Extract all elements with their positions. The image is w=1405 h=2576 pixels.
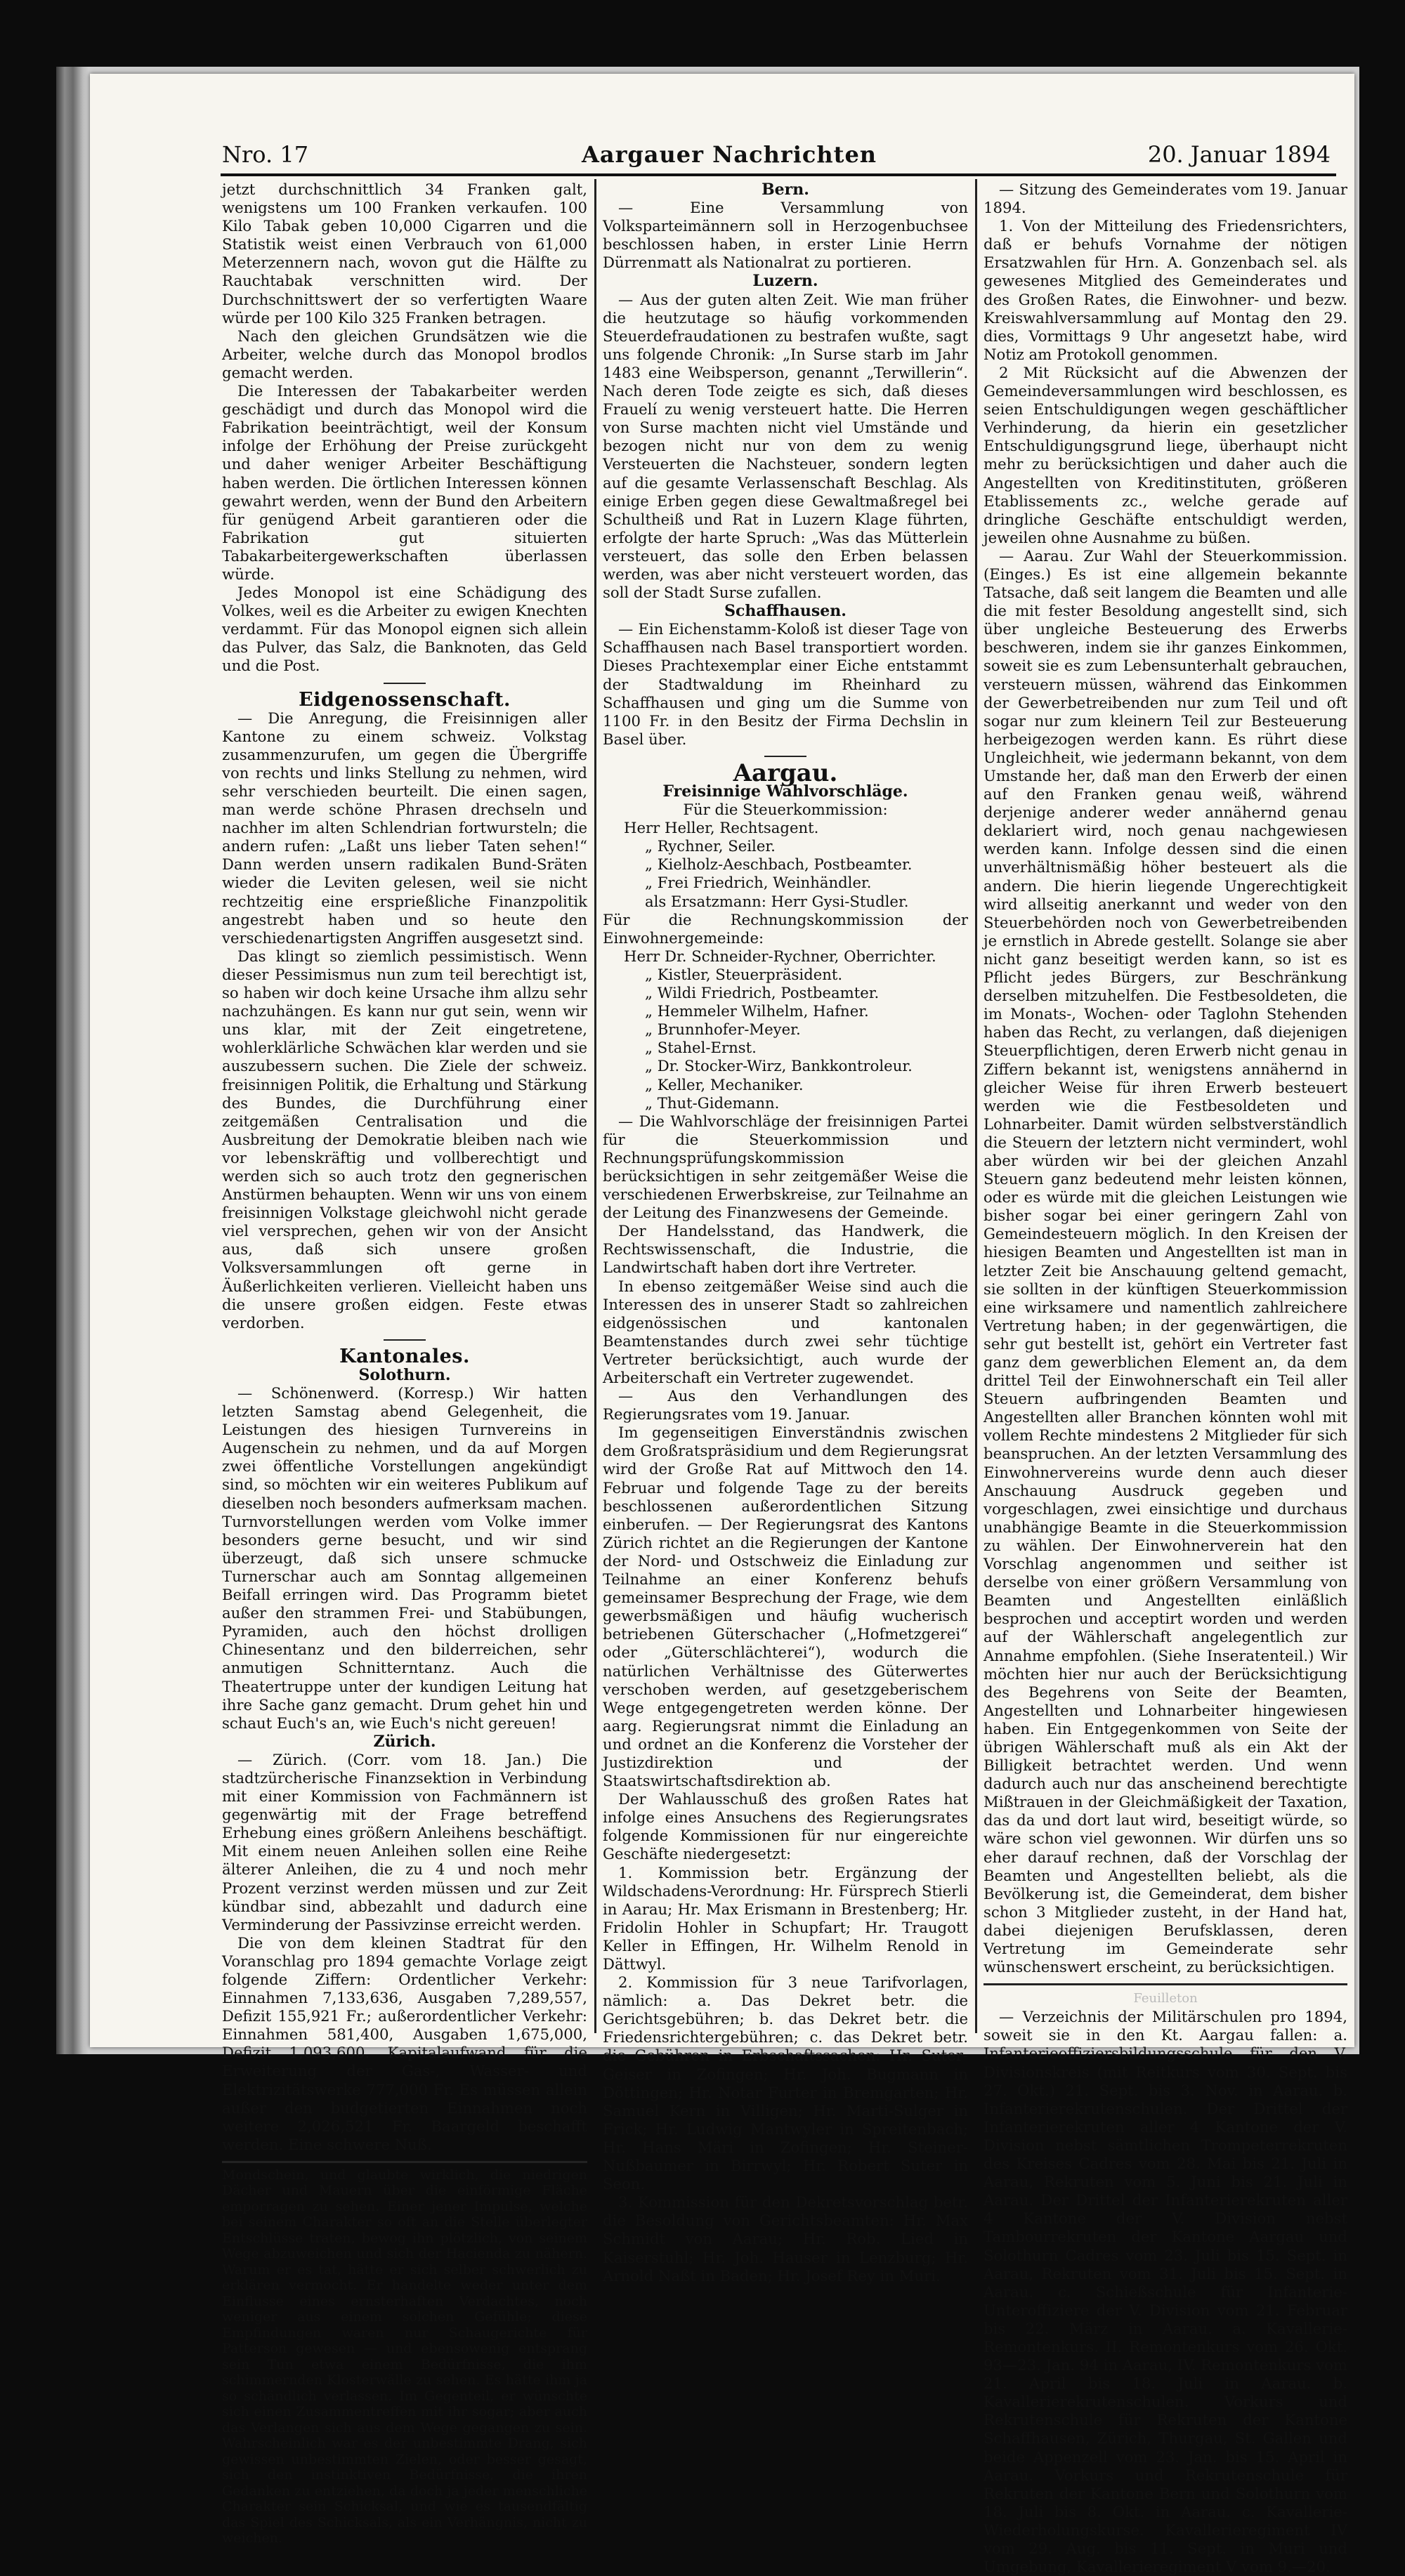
article-text: Jedes Monopol ist eine Schädigung des Volkes, weil es die Arbeiter zu ewigen Knechten verdammt. Für das Monopol eignen sich allein das Pulver, das Salz, die Banknoten, das Geld und die Post.: [222, 584, 587, 675]
separator: [764, 756, 806, 757]
article-text: jetzt durchschnittlich 34 Franken galt, wenigstens um 100 Franken verkaufen. 100 Kilo Tabak geben 10,000 Cigarren und die Statistik weist einen Verbrauch von 61,000 Meterzennern nach, wovon gut die Hälfte zu Rauchtabak verschnitten wird. Der Durchschnittswert der so verfertigten Waare würde per 100 Kilo 325 Franken betragen.: [222, 180, 587, 327]
article-text: — Die Wahlvorschläge der freisinnigen Partei für die Steuerkommission und Rechnungsprüfungskommission berücksichtigen in sehr zeitgemäßer Weise die verschiedenen Erwerbskreise, zur Teilnahme an der Leitung des Finanzwesens der Gemeinde.: [603, 1112, 968, 1222]
column-1: [222, 180, 587, 2547]
issue-number: Nro. 17: [222, 141, 309, 168]
list-item: „ Keller, Mechaniker.: [645, 1075, 804, 1093]
article-text: Der Handelsstand, das Handwerk, die Rechtswissenschaft, die Industrie, die Landwirtschaft haben dort ihre Vertreter.: [603, 1222, 968, 1277]
newspaper-page: [90, 74, 1354, 2576]
article-text: — Aus der guten alten Zeit. Wie man früher die heutzutage so häufig vorkommenden Steuerdefraudationen zu bestrafen wußte, sagt uns folgende Chronik: „In Surse starb im Jahr 1483 eine Weibsperson, genannt „Terwillerin“. Nach deren Tode zeigte es sich, daß dieses Frauelí zu wenig versteuert hatte. Die Herren von Surse machten nicht viel Umstände und bezogen nicht nur von dem zu wenig Versteuerten die Nachsteuer, sondern legten auf die gesamte Verlassenschaft Beschlag. Als einige Erben gegen diese Gewaltmaßregel bei Schultheiß und Rat in Luzern Klage führten, erfolgte der harte Spruch: „Was das Mütterlein versteuert, das solle den Erben belassen werden, was aber nicht versteuert worden, das soll der Stadt Surse zufallen.: [603, 290, 968, 602]
article-text: 2. Kommission für 3 neue Tarifvorlagen, nämlich: a. Das Dekret betr. die Gerichtsgebühren; b. das Dekret betr. die Friedensrichtergebühren; c. das Dekret betr. die Gebühren in Erbschaftssachen: Hr. Suter-Geiser in Zofingen; Hr. Joh. Bugmann in Döttingen; Hr. Notar Furter in Bremgarten; Hr. Samuel Kern in Villigen; Hr. Marti-Sulger in Frick; Hr. Ludwig Mantwyler in Spreitenbach; Hr. Hans Märi in Zofingen; Hr. Steiner-Nußbaumer in Birrwyl; Hr. Robert Suter in Seon.: [603, 1973, 968, 2193]
list-item: „ Thut-Gidemann.: [645, 1093, 780, 1112]
list-item: „ Wildi Friedrich, Postbeamter.: [645, 984, 880, 1002]
column-divider-2: [975, 179, 977, 2033]
article-text: 2 Mit Rücksicht auf die Abwenzen der Gemeindeversammlungen wird beschlossen, es seien Entschuldigungen wegen geschäftlicher Verhinderung, da hierin ein gesetzlicher Entschuldigungsgrund liege, überhaupt nicht mehr zu berücksichtigen und daher auch die Angestellten von Kreditinstituten, größeren Etablissements zc., welche gerade auf dringliche Geschäfte entschuldigt werden, jeweilen ohne Ausnahme zu büßen.: [984, 363, 1347, 546]
column-3: [984, 180, 1347, 2576]
list-item: „ Kielholz-Aeschbach, Postbeamter.: [645, 855, 913, 874]
bleed-through-word: Feuilleton: [1133, 1991, 1198, 2006]
separator: [384, 683, 426, 684]
article-text: — Verzeichnis der Militärschulen pro 1894, soweit sie in den Kt. Aargau fallen: a. Infanterieoffiziersbildungsschule für den V. Divisionskreis (mit Reitkurs vom 30. Sept. bis 27. Okt.) 21. Sept. bis 3. Nov. in Aarau. b. Infanterierekrutenschulen. Der Drittel der Infanterierekruten aller 4 Kantone der V. Division nebst sämtlichen Trompeterrekruten des Kreises Cadres vom 28. Mai bis 21. Juli in Aarau, Rekruten vom 5. Juni bis 21. Juli in Aarau. Der Drittel der Infanterierekruten aller 4 Kantone der V. Division nebst Tambourrekruten der Kantone Aargau und Solothurn Cadres vom 23. Juli bis 15. Sept. in Aarau, Rekruten vom 31. Juli bis 15. Sept. in Aarau. c. Schießschule für Infanterie-Unteroffiziere der V. Division vom 21. Februar bis 22. März in Aarau. a. Kavallerie-Remontenkurs. II. Remontenkurs vom 26. Okt. 93—23. Jan. 94 in Aarau, IV. Remontenkurs vom 21. April bis 18. Juli in Aarau. b. Kavallerierekrutenschulen. Vorkurs und Rekrutenschule für Rekruten der Kantone Schaffhausen, Zürich, Thurgau, St. Gallen und beide Appenzell vom 23. Jan. bis 15. April in Aarau. Vorkurs und Rekrutenschule für Rekruten der Kantone Bern und Solothurn vom 18. Juli bis 8. Okt. in Aarau. c. Kavallerie-Wiederholungskurse. Kavallerieregiment IV vom 29. Aug. bis 11. Sept. in Muri und Umgebung, Kavallerieregiment V vom 9.—20.: [984, 2008, 1347, 2576]
article-text: — Aus den Verhandlungen des Regierungsrates vom 19. Januar.: [603, 1387, 968, 1424]
list-item: „ Kistler, Steuerpräsident.: [645, 965, 843, 983]
list-heading: Für die Rechnungskommission der Einwohnergemeinde:: [603, 910, 968, 947]
separator-rule: [984, 1983, 1347, 1985]
section-heading-kantonales: Kantonales.: [339, 1345, 470, 1367]
article-text: — Zürich. (Corr. vom 18. Jan.) Die stadtzürcherische Finanzsektion in Verbindung mit einer Kommission von Fachmännern ist gegenwärtig mit der Frage betreffend Erhebung eines größern Anleihens beschäftigt. Mit einem neuen Anleihen sollen eine Reihe älterer Anleihen, die zu 4 und noch mehr Prozent verzinst werden müssen und zur Zeit kündbar sind, abbezahlt und dadurch eine Verminderung der Passivzinse erreicht werden.: [222, 1750, 587, 1933]
feuilleton-rule: [222, 2161, 587, 2163]
issue-date: 20. Januar 1894: [1147, 141, 1331, 168]
subheading-zurich: Zürich.: [373, 1732, 436, 1751]
column-divider-1: [594, 179, 596, 2033]
article-text: Im gegenseitigen Einverständnis zwischen dem Großratspräsidium und dem Regierungsrat wird der Große Rat auf Mittwoch den 14. Februar und folgende Tage zu der bereits beschlossenen außerordentlichen Sitzung einberufen. — Der Regierungsrat des Kantons Zürich richtet an die Regierungen der Kantone der Nord- und Ostschweiz die Einladung zur Teilnahme an einer Konferenz behufs gemeinsamer Besprechung der Frage, wie dem gewerbsmäßigen und häufig wucherisch betriebenen Güterschacher („Hofmetzgerei“ oder „Güterschlächterei“), wodurch die natürlichen Verhältnisse des Güterwertes verschoben werden, auf gesetzgeberischem Wege entgegengetreten werden könne. Der aarg. Regierungsrat nimmt die Einladung an und ordnet an die Konferenz die Vorsteher der Justizdirektion und der Staatswirtschaftsdirektion ab.: [603, 1424, 968, 1790]
subheading-solothurn: Solothurn.: [358, 1365, 451, 1384]
list-item: „ Brunnhofer-Meyer.: [645, 1020, 801, 1039]
feuilleton-text: Mondschein, und glaubte wirklich, die niedrigen Dächer und Mauern über die einförmige Fläche emporragen zu sehen. Einer jener Impulse, welche bei seinem Charakter so oft an die Stelle überlegter Entschlüsse traten, bewog ihn plötzlich, von seinem Wege abzuweichen und sich der Hacienda zu nähern. Warum er es tat, hätte er sich selber schwerlich zu erklären vermocht. Er handelte weder unter dem Einflusse eines ernsterhaften Verdachtes, noch weniger aus einem solchen Gefühle; diese Empfindungen waren nur Schaugerichte für Patterson gewesen — und ebensowenig entsprang sein Tun etwa einem Bedürfnisse, die ihm schimmernden Klosterwälle zu sehen. Es hätte ihm ja so schändlich verlassen. Im Gegenteil, er wünschte sich einen Zusammentreffen mit ihr sogar; aber auch das Verlangen sich aus dem Wege gegangen zu sein. Wahrscheinlich war es der unbestimmte Drang, sich gewissen unbestimmten Zielen, oder besser gesagt, sich den instinktiven Bedürfnisse, die ihren Gedanken zu entziehen, da doch ja jeder menschliche Charakter sein Schicksal, und wie es tausendfältig das Spiel des Schicksals, als ein Verhängnis, nicht zu weichen.: [222, 2167, 587, 2547]
list-item: „ Hemmeler Wilhelm, Hafner.: [645, 1002, 869, 1020]
section-heading-eidgenossenschaft: Eidgenossenschaft.: [299, 688, 511, 711]
article-text: — Sitzung des Gemeinderates vom 19. Januar 1894.: [984, 180, 1347, 217]
list-heading: Für die Steuerkommission:: [683, 801, 888, 819]
article-text: — Schönenwerd. (Korresp.) Wir hatten letzten Samstag abend Gelegenheit, die Leistungen des hiesigen Turnvereins in Augenschein zu nehmen, und da auf Morgen zwei öffentliche Vorstellungen angekündigt sind, so möchten wir ein weiteres Publikum auf dieselben noch besonders aufmerksam machen. Turnvorstellungen werden vom Volke immer besonders gerne besucht, und wir sind überzeugt, daß sich unsere schmucke Turnerschar auch am Sonntag allgemeinen Beifall erringen wird. Das Programm bietet außer den strammen Frei- und Stabübungen, Pyramiden, auch den höchst drolligen Chinesentanz und den bilderreichen, sehr anmutigen Schnitterntanz. Auch die Theatertruppe unter der kundigen Leitung hat ihre Sache ganz gemacht. Drum gehet hin und schaut Euch's an, wie Euch's nicht gereuen!: [222, 1384, 587, 1732]
article-text: Die von dem kleinen Stadtrat für den Voranschlag pro 1894 gemachte Vorlage zeigt folgende Ziffern: Ordentlicher Verkehr: Einnahmen 7,133,636, Ausgaben 7,289,557, Defizit 155,921 Fr.; außerordentlicher Verkehr: Einnahmen 581,400, Ausgaben 1,675,000, Defizit 1,093,600. Kapitalaufwand für die Erweiterung der Gas-, Wasser- und Elektrizitätswerke 777,000 Fr. Es müssen allein außer den budgetierten Einnahmen noch weitere 2,026,521 Fr. Baargeld beschafft werden. Eine schwere Nuß.: [222, 1933, 587, 2153]
subheading-bern: Bern.: [762, 180, 809, 199]
subheading-schaffhausen: Schaffhausen.: [724, 602, 847, 621]
article-text: 1. Kommission betr. Ergänzung der Wildschadens-Verordnung: Hr. Fürsprech Stierli in Aarau; Hr. Max Erismann in Brestenberg; Hr. Fridolin Hohler in Schupfart; Hr. Traugott Keller in Effingen, Hr. Wilhelm Renold in Dättwyl.: [603, 1863, 968, 1973]
article-text: — Ein Eichenstamm-Koloß ist dieser Tage von Schaffhausen nach Basel transportiert worden. Dieses Prachtexemplar einer Eiche entstammt der Stadtwaldung im Rheinhard zu Schaffhausen und ging um die Summe von 1100 Fr. in den Besitz der Firma Dechslin in Basel über.: [603, 620, 968, 748]
subheading-luzern: Luzern.: [752, 272, 818, 291]
article-text: Nach den gleichen Grundsätzen wie die Arbeiter, welche durch das Monopol brodlos gemacht werden.: [222, 327, 587, 381]
article-text: — Eine Versammlung von Volksparteimännern soll in Herzogenbuchsee beschlossen haben, in erster Linie Herrn Dürrenmatt als Nationalrat zu portieren.: [603, 199, 968, 272]
list-item: „ Dr. Stocker-Wirz, Bankkontroleur.: [645, 1057, 913, 1075]
list-item: „ Stahel-Ernst.: [645, 1039, 757, 1057]
article-text: In ebenso zeitgemäßer Weise sind auch die Interessen des in unserer Stadt so zahlreichen eidgenössischen und kantonalen Beamtenstandes durch zwei sehr tüchtige Vertreter berücksichtigt, auch wurde der Arbeiterschaft ein Vertreter zugewendet.: [603, 1277, 968, 1386]
article-text: Das klingt so ziemlich pessimistisch. Wenn dieser Pessimismus nun zum teil berechtigt ist, so haben wir doch keine Ursache ihm allzu sehr nachzuhängen. Es kann nur gut sein, wenn wir uns klar, mit der Zeit eingetretene, wohlerklärliche Schwächen klar werden und sie auszubessern suchen. Die Ziele der schweiz. freisinnigen Politik, die Erhaltung und Stärkung des Bundes, die Durchführung einer zeitgemäßen Centralisation und die Ausbreitung der Demokratie bleiben nach wie vor lebenskräftig und vollberechtigt und werden sich so auch trotz den gegnerischen Anstürmen behaupten. Wenn wir uns von einem freisinnigen Volkstage gleichwohl nicht gerade viel versprechen, gehen wir von der Ansicht aus, daß sich unsere großen Volksversammlungen oft gerne in Äußerlichkeiten verlieren. Vielleicht haben uns die unsere großen eidgen. Feste etwas verdorben.: [222, 947, 587, 1332]
article-text: 3. Kommission für den Dekretsvorschlag betr. die Besoldung von Gerichtsbeamten: Hr. Max Schmidt von Aarau; Hr. Rob. Lied in Kaiserstuhl; Hr. Joh. Hauser in Lenzburg; Hr. Arnold Naßt in Baden; Hr. Josef Rey in Muri.: [603, 2193, 968, 2285]
article-text: — Die Anregung, die Freisinnigen aller Kantone zu einem schweiz. Volkstag zusammenzurufen, um gegen die Übergriffe von rechts und links Stellung zu nehmen, wird sehr verschieden beurteilt. Die einen sagen, man werde schöne Phrasen drechseln und nachher im alten Schlendrian fortwursteln; die andern rufen: „Laßt uns lieber Taten sehen!“ Dann werden unsern radikalen Bund-Sräten wieder die Leviten gelesen, weil sie nicht rechtzeitig eine ersprießliche Finanzpolitik angestrebt haben und so heute den verschiedenartigsten Angriffen ausgesetzt sind.: [222, 709, 587, 947]
separator: [384, 1339, 426, 1341]
article-text: Die Interessen der Tabakarbeiter werden geschädigt und durch das Monopol wird die Fabrikation beeinträchtigt, weil der Konsum infolge der Erhöhung der Preise zurückgeht und daher weniger Arbeiter Beschäftigung haben werden. Die örtlichen Interessen können gewahrt werden, wenn der Bund den Arbeitern für genügend Arbeit garantieren oder die Fabrikation gut situierten Tabakarbeitergewerkschaften überlassen würde.: [222, 382, 587, 583]
page-header: [90, 138, 1354, 172]
column-2: [603, 180, 968, 2285]
article-text: — Aarau. Zur Wahl der Steuerkommission. (Einges.) Es ist eine allgemein bekannte Tatsache, daß seit langem die Beamten und alle die mit fester Besoldung angestellt sind, sich über ungleiche Besteuerung des Erwerbs beschweren, indem sie ihr ganzes Einkommen, soweit sie es zum Lebensunterhalt gebrauchen, versteuern müssen, während das Einkommen der Gewerbetreibenden nur zum Teil und oft sogar nur zum kleinern Teil zur Besteuerung herbeigezogen werden kann. Es rührt diese Ungleichheit, wie jedermann bekannt, von dem Umstande her, daß man den Erwerb der einen auf den Franken genau weiß, während derjenige anderer weder annähernd genau deklariert wird, noch genau nachgewiesen werden kann. Infolge dessen sind die einen unverhältnismäßig höher besteuert als die andern. Die hierin liegende Ungerechtigkeit wird allseitig anerkannt und weder von den Steuerbehörden noch von Gewerbetreibenden je ernstlich in Abrede gestellt. Solange sie aber nicht ganz beseitigt werden kann, so ist es Pflicht jedes Bürgers, zur Beschränkung derselben mitzuhelfen. Die Festbesoldeten, die im Monats-, Wochen- oder Taglohn Stehenden haben das Recht, zu verlangen, daß diejenigen Steuerpflichtigen, deren Erwerb nicht genau in Ziffern bekannt ist, wenigstens annähernd in gleicher Weise für ihren Erwerb besteuert werden wie die Festbesoldeten und Lohnarbeiter. Damit würden selbstverständlich die Steuern der letztern nicht vermindert, wohl aber würden wir bei der gleichen Anzahl Steuern ganz bedeutend mehr leisten können, oder es würde mit die gleichen Leistungen wie bisher sogar bei einer geringern Zahl von Gemeindesteuern möglich. In den Kreisen der hiesigen Beamten und Angestellten ist man in letzter Zeit bie Anschauung geltend gemacht, sie sollten in der künftigen Steuerkommission eine wirksamere und namentlich zahlreichere Vertretung haben; in der gegenwärtigen, die sehr gut bestellt ist, gehört ein Vertreter fast ganz dem gewerblichen Element an, da dem drittel Teil der Einwohnerschaft ein Teil aller Steuern aufbringenden Beamten und Angestellten aller Branchen könnten wohl mit vollem Rechte mindestens 2 Mitglieder für sich beanspruchen. An der letzten Versammlung des Einwohnervereins wurde denn auch dieser Anschauung Ausdruck gegeben und vorgeschlagen, zwei einsichtige und durchaus unabhängige Beamte in die Steuerkommission zu wählen. Der Einwohnerverein hat den Vorschlag angenommen und seither ist derselbe von einer größern Versammlung von Beamten und Angestellten einläßlich besprochen und acceptirt worden und werden auf der Wählerschaft angelegentlich zur Annahme empfohlen. (Siehe Inseratenteil.) Wir möchten hier nur auch der Berücksichtigung des Begehrens von Seite der Beamten, Angestellten und Lohnarbeiter hingewiesen haben. Ein Entgegenkommen von Seite der übrigen Wählerschaft muß als ein Akt der Billigkeit betrachtet werden. Und wenn dadurch auch nur das anscheinend berechtigte Mißtrauen in der Gleichmäßigkeit der Taxation, das da und dort laut wird, beseitigt würde, so wäre schon viel gewonnen. Wir dürfen uns so eher darauf rechnen, daß der Vorschlag der Beamten und Angestellten beliebt, als die Bevölkerung ist, die Gemeinderat, dem bisher schon 3 Mitglieder zusteht, in der Hand hat, dabei diejenigen Berufsklassen, deren Vertretung im Gemeinderate sehr wünschenswert erscheint, zu berücksichtigen.: [984, 546, 1347, 1976]
list-item: als Ersatzmann: Herr Gysi-Studler.: [645, 892, 909, 910]
masthead-title: Aargauer Nachrichten: [582, 141, 877, 168]
subheading-wahlvorschlaege: Freisinnige Wahlvorschläge.: [662, 782, 908, 801]
list-item: Herr Dr. Schneider-Rychner, Oberrichter.: [624, 947, 936, 965]
list-item: „ Frei Friedrich, Weinhändler.: [645, 874, 872, 892]
article-text: 1. Von der Mitteilung des Friedensrichters, daß er behufs Vornahme der nötigen Ersatzwahlen für Hrn. A. Gonzenbach sel. als gewesenes Mitglied des Gemeinderates und des Großen Rates, die Einwohner- und bezw. Kreiswahlversammlung auf Montag den 29. dies, Vormittags 9 Uhr angesetzt habe, wird Notiz am Protokoll genommen.: [984, 217, 1347, 363]
header-rule: [221, 173, 1336, 176]
list-item: Herr Heller, Rechtsagent.: [624, 819, 819, 837]
article-text: Der Wahlausschuß des großen Rates hat infolge eines Ansuchens des Regierungsrates folgende Kommissionen für nur eingereichte Geschäfte niedergesetzt:: [603, 1790, 968, 1863]
section-heading-aargau: Aargau.: [733, 758, 838, 787]
list-item: „ Rychner, Seiler.: [645, 837, 776, 855]
